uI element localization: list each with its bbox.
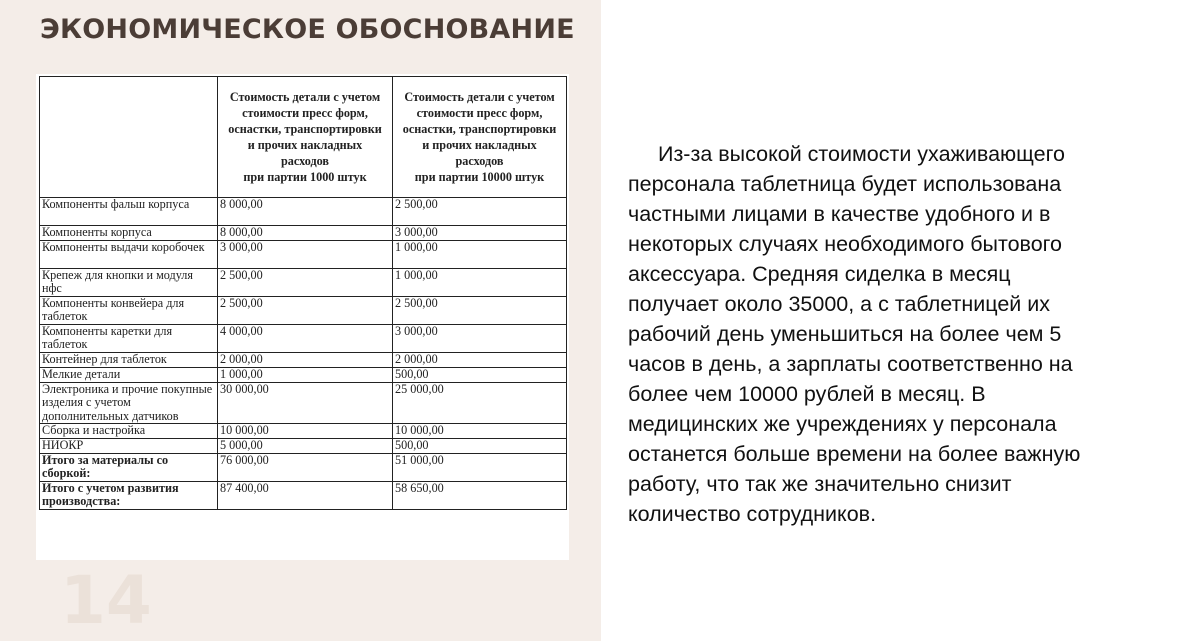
row-value-1000: 2 500,00 xyxy=(218,269,393,297)
body-line: получает около 35000, а с таблетницей их xyxy=(628,292,1051,316)
table-row xyxy=(40,297,567,325)
table-row xyxy=(40,383,567,424)
body-line: количество сотрудников. xyxy=(628,502,877,526)
row-value-10000: 2 500,00 xyxy=(393,297,567,325)
row-label: Компоненты выдачи коробочек xyxy=(40,241,218,269)
row-value-10000: 10 000,00 xyxy=(393,424,567,439)
row-value-10000: 500,00 xyxy=(393,368,567,383)
cost-table-image xyxy=(36,74,569,560)
row-value-1000: 87 400,00 xyxy=(218,482,393,510)
row-value-1000: 5 000,00 xyxy=(218,439,393,454)
row-value-1000: 76 000,00 xyxy=(218,454,393,482)
row-label: Компоненты конвейера для таблеток xyxy=(40,297,218,325)
row-value-10000: 3 000,00 xyxy=(393,325,567,353)
table-row xyxy=(40,269,567,297)
row-value-1000: 8 000,00 xyxy=(218,226,393,241)
table-header-row xyxy=(40,77,567,198)
row-value-1000: 8 000,00 xyxy=(218,198,393,226)
row-value-10000: 25 000,00 xyxy=(393,383,567,424)
body-line: часов в день, а зарплаты соответственно на xyxy=(628,352,1073,376)
row-label: Контейнер для таблеток xyxy=(40,353,218,368)
body-line: частными лицами в качестве удобного и в xyxy=(628,202,1051,226)
row-value-10000: 1 000,00 xyxy=(393,269,567,297)
row-value-10000: 1 000,00 xyxy=(393,241,567,269)
row-label: Крепеж для кнопки и модуля нфс xyxy=(40,269,218,297)
cost-table xyxy=(39,76,567,510)
body-line: работу, что так же значительно снизит xyxy=(628,472,1012,496)
row-label: Мелкие детали xyxy=(40,368,218,383)
body-line: некоторых случаях необходимого бытового xyxy=(628,232,1062,256)
table-row xyxy=(40,368,567,383)
row-label: Итого с учетом развития производства: xyxy=(40,482,218,510)
table-row xyxy=(40,226,567,241)
table-header-empty xyxy=(40,77,218,198)
table-row xyxy=(40,424,567,439)
table-header-batch-1000: Стоимость детали с учетом стоимости пресс форм, оснастки, транспортировки и прочих накладных расходов при партии 1000 штук xyxy=(218,77,393,198)
row-value-10000: 500,00 xyxy=(393,439,567,454)
row-value-10000: 58 650,00 xyxy=(393,482,567,510)
row-value-1000: 1 000,00 xyxy=(218,368,393,383)
row-label: Сборка и настройка xyxy=(40,424,218,439)
row-value-10000: 51 000,00 xyxy=(393,454,567,482)
table-row-total-production xyxy=(40,482,567,510)
table-row xyxy=(40,198,567,226)
row-value-1000: 30 000,00 xyxy=(218,383,393,424)
body-line: более чем 10000 рублей в месяц. В xyxy=(628,382,986,406)
row-label: НИОКР xyxy=(40,439,218,454)
row-value-1000: 2 000,00 xyxy=(218,353,393,368)
body-line: Из-за высокой стоимости ухаживающего xyxy=(658,142,1065,166)
slide-number: 14 xyxy=(60,562,152,639)
table-header-batch-10000: Стоимость детали с учетом стоимости пресс форм, оснастки, транспортировки и прочих накладных расходов при партии 10000 штук xyxy=(393,77,567,198)
row-value-1000: 2 500,00 xyxy=(218,297,393,325)
row-label: Компоненты каретки для таблеток xyxy=(40,325,218,353)
table-row xyxy=(40,353,567,368)
row-value-10000: 2 000,00 xyxy=(393,353,567,368)
table-row-total-materials xyxy=(40,454,567,482)
row-label: Компоненты корпуса xyxy=(40,226,218,241)
slide-title: ЭКОНОМИЧЕСКОЕ ОБОСНОВАНИЕ xyxy=(40,14,575,45)
table-row xyxy=(40,439,567,454)
body-line: останется больше времени на более важную xyxy=(628,442,1081,466)
body-paragraph xyxy=(628,139,1168,529)
body-line: аксессуара. Средняя сиделка в месяц xyxy=(628,262,1011,286)
row-value-10000: 2 500,00 xyxy=(393,198,567,226)
row-label: Итого за материалы со сборкой: xyxy=(40,454,218,482)
row-label: Компоненты фальш корпуса xyxy=(40,198,218,226)
table-row xyxy=(40,325,567,353)
body-line: рабочий день уменьшиться на более чем 5 xyxy=(628,322,1062,346)
row-value-1000: 4 000,00 xyxy=(218,325,393,353)
row-value-1000: 10 000,00 xyxy=(218,424,393,439)
row-label: Электроника и прочие покупные изделия с учетом дополнительных датчиков xyxy=(40,383,218,424)
row-value-1000: 3 000,00 xyxy=(218,241,393,269)
body-line: медицинских же учреждениях у персонала xyxy=(628,412,1057,436)
table-row xyxy=(40,241,567,269)
row-value-10000: 3 000,00 xyxy=(393,226,567,241)
body-line: персонала таблетница будет использована xyxy=(628,172,1062,196)
